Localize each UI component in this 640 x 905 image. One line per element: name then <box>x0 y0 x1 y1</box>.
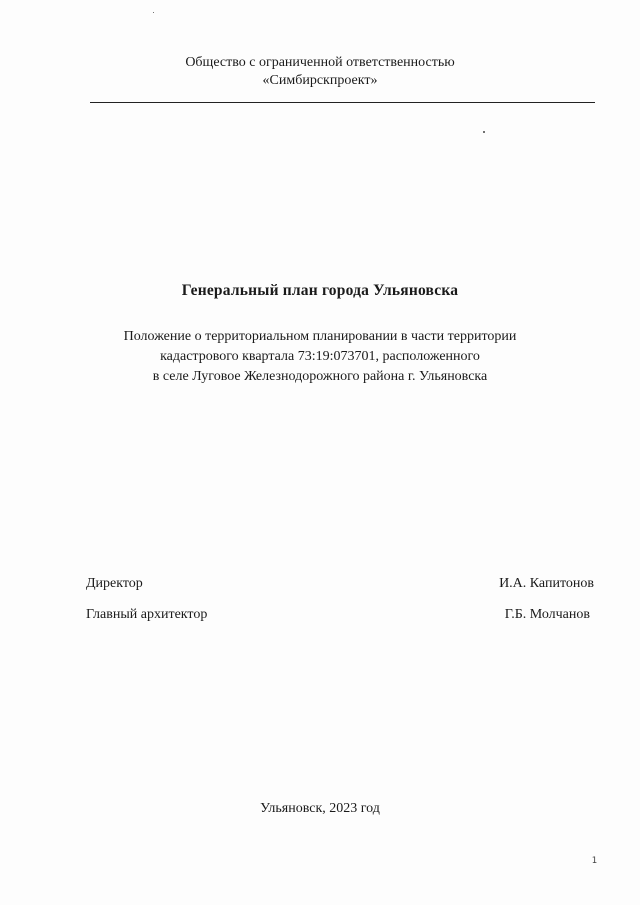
signature-role: Главный архитектор <box>86 607 208 622</box>
organization-header <box>0 54 640 90</box>
signature-name: И.А. Капитонов <box>499 576 594 591</box>
signature-row-chief-architect <box>86 607 594 623</box>
signature-row-director <box>86 576 594 592</box>
scan-speck <box>483 131 485 133</box>
organization-name-line2: «Симбирскпроект» <box>262 73 378 88</box>
organization-name-line1: Общество с ограниченной ответственностью <box>185 55 455 70</box>
signature-role: Директор <box>86 576 143 591</box>
signature-name: Г.Б. Молчанов <box>504 607 590 622</box>
document-title: Генеральный план города Ульяновска <box>181 282 459 299</box>
document-subtitle <box>0 327 640 387</box>
scan-speck <box>153 12 154 13</box>
subtitle-line3: в селе Луговое Железнодорожного района г. Ульяновска <box>152 369 488 384</box>
city-and-year: Ульяновск, 2023 год <box>260 801 380 816</box>
page-number: 1 <box>591 856 597 866</box>
header-divider <box>90 102 595 103</box>
subtitle-line2: кадастрового квартала 73:19:073701, расположенного <box>160 349 480 364</box>
subtitle-line1: Положение о территориальном планировании в части территории <box>123 329 517 344</box>
